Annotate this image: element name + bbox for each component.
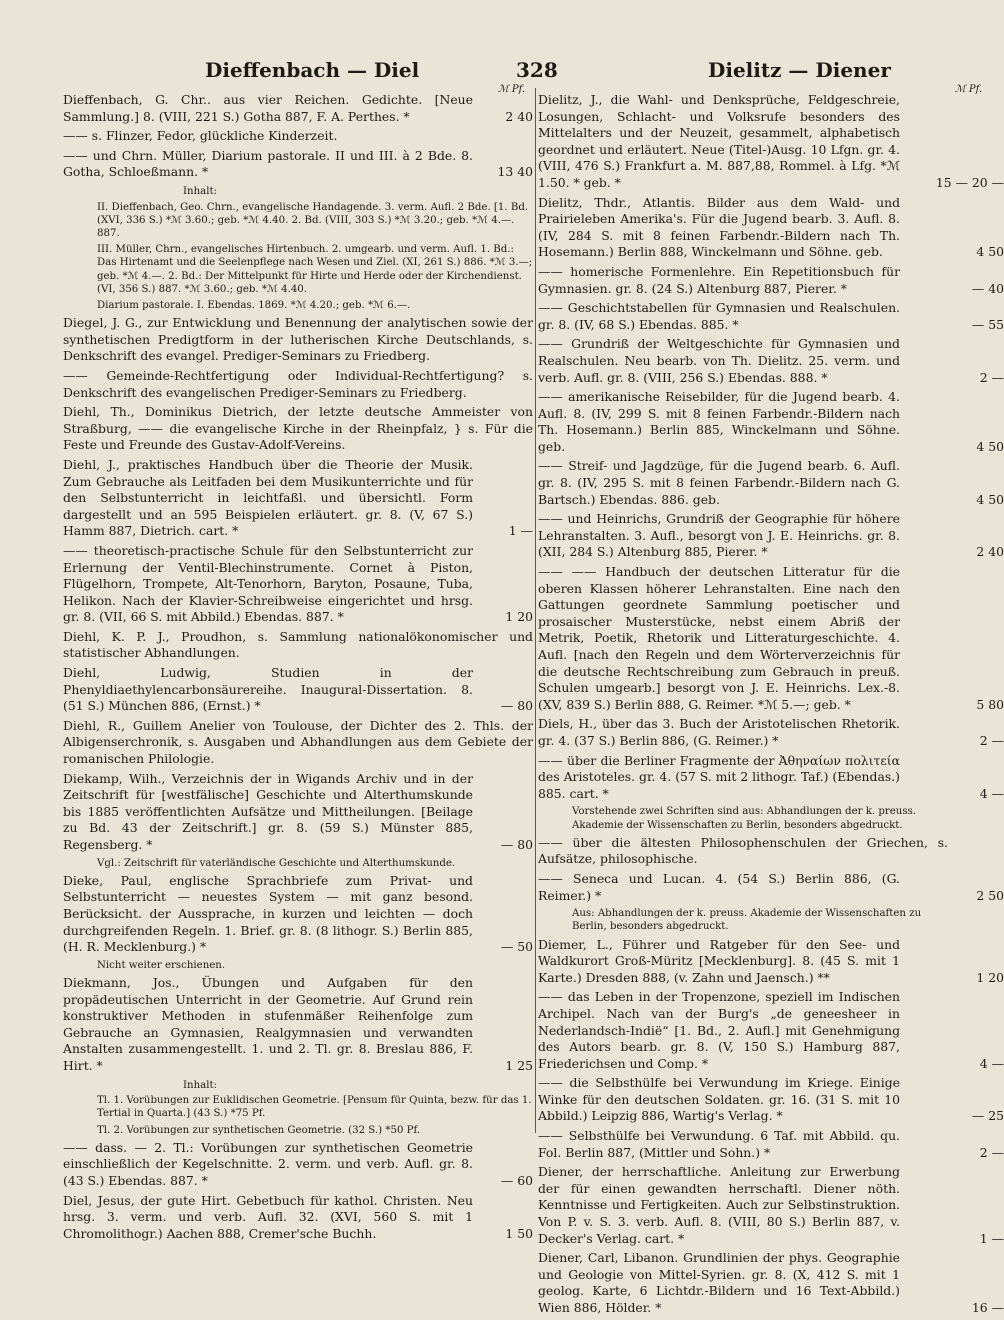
entry-note: II. Dieffenbach, Geo. Chrn., evangelische Handagende. 3. verm. Aufl. 2 Bde. [1. Bd. (XVI, 336 S.) *ℳ 3.60.; geb. *ℳ 4.40. 2. Bd. (VIII, 303 S.) *ℳ 3.20.; geb. *ℳ 4.—. 887. [97,201,529,239]
entry-price: 5 80 [976,696,1004,712]
entry-text: —— amerikanische Reisebilder, für die Jugend bearb. 4. Aufl. 8. (IV, 299 S. mit 8 feinen Farbendr.-Bildern nach Th. Hosemann.) Berlin 885, Winckelmann und Söhne. geb. [538,389,900,454]
entry-price: 4 — [979,1055,1004,1071]
catalog-entry [63,128,533,145]
entry-text: —— Streif- und Jagdzüge, für die Jugend bearb. 6. Aufl. gr. 8. (IV, 295 S. mit 8 feinen Farbendr.-Bildern nach G. Bartsch.) Ebendas. 886. geb. [538,458,900,507]
currency-unit-right: ℳ Pf. [955,84,983,95]
column-divider [535,88,536,1133]
entry-price: 2 40 [976,544,1004,560]
catalog-entry [538,511,1004,561]
entry-text: Diel, Jesus, der gute Hirt. Gebetbuch für kathol. Christen. Neu hrsg. 3. verm. und verb. Aufl. 32. (XVI, 560 S. mit 1 Chromolithogr.) Aachen 888, Cremer'sche Buchh. [63,1192,473,1241]
entry-text: —— über die Berliner Fragmente der Ἀθηναίων πολιτεία des Aristoteles. gr. 4. (57 S. mit 2 lithogr. Taf.) (Ebendas.) 885. cart. * [538,752,900,801]
catalog-entry [538,752,1004,803]
catalog-entry [538,835,948,868]
entry-text: —— s. Flinzer, Fedor, glückliche Kinderzeit. [63,128,338,144]
entry-price: — 50 [500,939,533,955]
entry-price: 1 — [979,1230,1004,1246]
entry-note: Tl. 2. Vorübungen zur synthetischen Geometrie. (32 S.) *50 Pf. [97,1124,421,1136]
currency-unit-left: ℳ Pf. [498,84,526,95]
entry-text: —— homerische Formenlehre. Ein Repetitionsbuch für Gymnasien. gr. 8. (24 S.) Altenburg 887, Pierer. * [538,263,900,296]
catalog-entry [63,1140,533,1190]
entry-text: Diehl, R., Guillem Anelier von Toulouse, der Dichter des 2. Thls. der Albigenserchronik, s. Ausgaben und Abhandlungen aus dem Gebiete der romanischen Philologie. [63,717,533,767]
entry-price: 4 50 [976,244,1004,260]
catalog-entry [538,300,1004,333]
entry-text: —— dass. — 2. Tl.: Vorübungen zur synthetischen Geometrie einschließlich der Kegelschnitte. 2. verm. und verb. Aufl. gr. 8. (43 S.) Ebendas. 887. * [63,1139,473,1188]
entry-text: —— und Heinrichs, Grundriß der Geographie für höhere Lehranstalten. 3. Aufl., besorgt von J. E. Heinrichs. gr. 8. (XII, 284 S.) Altenburg 885, Pierer. * [538,511,900,560]
contents-heading: Inhalt: [183,185,218,197]
catalog-entry [538,389,1004,455]
entry-price: 15 — 20 — [935,174,1004,190]
catalog-entry [63,718,533,768]
contents-heading: Inhalt: [183,1079,218,1091]
entry-note: Vorstehende zwei Schriften sind aus: Abhandlungen der k. preuss. Akademie der Wissenschaften zu Berlin, besonders abgedruckt. [572,806,917,831]
entry-note: Vgl.: Zeitschrift für vaterländische Geschichte und Alterthumskunde. [97,857,456,869]
entry-text: —— theoretisch-practische Schule für den Selbstunterricht zur Erlernung der Ventil-Blechinstrumente. Cornet à Piston, Flügelhorn, Trompete, Alt-Tenorhorn, Baryton, Posaune, Tuba, Helikon. Nach der Klavier-Schreibweise eingerichtet und hrsg. gr. 8. (VII, 66 S. mit Abbild.) Ebendas. 887. * [63,542,473,625]
catalog-entry [538,716,1004,749]
catalog-entry [63,92,533,125]
catalog-entry [538,336,1004,386]
catalog-entry [538,1250,1004,1316]
entry-price: 16 — [971,1300,1004,1315]
entry-price: — 40 [971,280,1004,296]
entry-text: Diehl, Th., Dominikus Dietrich, der letzte deutsche Ammeister von Straßburg, —— die evangelische Kirche in der Rheinpfalz, } s. Für die Feste und Freunde des Gustav-Adolf-Vereins. [63,404,533,453]
catalog-entry [63,315,533,365]
catalog-entry [63,148,533,181]
catalog-entry [63,457,533,540]
catalog-entry [538,564,1004,713]
entry-price: 1 20 [976,969,1004,985]
catalog-entry [538,92,1004,192]
left-column [63,92,533,1245]
entry-price: 2 — [979,369,1004,385]
entry-text: —— Selbsthülfe bei Verwundung. 6 Taf. mit Abbild. qu. Fol. Berlin 887, (Mittler und Sohn.) * [538,1128,900,1160]
catalog-entry [538,458,1004,508]
entry-price: 1 20 [505,609,533,625]
entry-price: 2 — [979,1144,1004,1160]
catalog-entry [538,194,1004,261]
running-head-left: Dieffenbach — Diel [205,58,420,82]
catalog-entry [538,1075,1004,1125]
entry-text: —— Geschichtstabellen für Gymnasien und Realschulen. gr. 8. (IV, 68 S.) Ebendas. 885. * [538,300,900,332]
catalog-entry [63,368,533,401]
entry-text: —— und Chrn. Müller, Diarium pastorale. II und III. à 2 Bde. 8. Gotha, Schloeßmann. * [63,147,473,180]
catalog-entry [538,263,1004,297]
entry-text: —— Gemeinde-Rechtfertigung oder Individual-Rechtfertigung? s. Denkschrift des evangelischen Prediger-Seminars zu Friedberg. [63,367,533,400]
catalog-entry [63,404,533,454]
entry-note: III. Müller, Chrn., evangelisches Hirtenbuch. 2. umgearb. und verm. Aufl. 1. Bd.: Das Hirtenamt und die Seelenpflege nach Wesen und Ziel. (XI, 261 S.) 886. *ℳ 3.—; geb. *ℳ 4.—. 2. Bd.: Der Mittelpunkt für Hirte und Herde oder der Kirchendienst. (VI, 356 S.) 887. *ℳ 3.60.; geb. *ℳ 4.40. [97,244,533,295]
catalog-entry [63,629,533,662]
entry-price: — 55 [971,316,1004,332]
catalog-entry [538,870,1004,904]
entry-price: 4 — [979,785,1004,801]
entry-note: Nicht weiter erschienen. [97,959,226,971]
entry-text: Diener, der herrschaftliche. Anleitung zur Erwerbung der für einen gewandten herrschaftl. Diener nöth. Kenntnisse und Fertigkeiten. Auch zur Selbstinstruktion. Von P. v. S. 3. verb. Aufl. 8. (VIII, 80 S.) Berlin 887, v. Decker's Verlag. cart. * [538,1164,900,1246]
entry-price: 1 — [508,523,533,539]
entry-price: 2 — [979,732,1004,748]
catalog-entry [63,543,533,626]
catalog-entry [63,1193,533,1243]
entry-text: Diekamp, Wilh., Verzeichnis der in Wigands Archiv und in der Zeitschrift für [westfälische] Geschichte und Alterthumskunde bis 1885 veröffentlichten Aufsätze und Mittheilungen. [Beilage zu Bd. 43 der Zeitschrift.] gr. 8. (59 S.) Münster 885, Regensberg. * [63,770,473,852]
entry-text: —— das Leben in der Tropenzone, speziell im Indischen Archipel. Nach van der Burg's „de geneesheer in Nederlandsch-Indië“ [1. Bd., 2. Aufl.] mit Genehmigung des Autors bearb. gr. 8. (V, 150 S.) Hamburg 887, Friederichsen und Comp. * [538,989,900,1071]
entry-text: Diels, H., über das 3. Buch der Aristotelischen Rhetorik. gr. 4. (37 S.) Berlin 886, (G. Reimer.) * [538,716,900,748]
entry-price: 1 50 [505,1225,533,1241]
catalog-entry [538,1164,1004,1247]
page-number: 328 [516,58,558,82]
entry-note: Diarium pastorale. I. Ebendas. 1869. *ℳ 4.20.; geb. *ℳ 6.—. [97,299,411,311]
entry-price: — 60 [500,1172,533,1188]
entry-note: Aus: Abhandlungen der k. preuss. Akademie der Wissenschaften zu Berlin, besonders abgedruckt. [572,908,922,933]
entry-text: —— —— Handbuch der deutschen Litteratur für die oberen Klassen höherer Lehranstalten. Eine nach den Gattungen geordnete Sammlung poetischer und prosaischer Musterstücke, nebst einem Abriß der Metrik, Poetik, Rhetorik und Litteraturgeschichte. 4. Aufl. [nach den Regeln und dem Wörterverzeichnis für die deutsche Rechtschreibung zum Gebrauch in preuß. Schulen umgearb.] besorgt von J. E. Heinrichs. Lex.-8. (XV, 839 S.) Berlin 888, G. Reimer. *ℳ 5.—; geb. * [538,564,900,712]
catalog-entry [63,975,533,1075]
catalog-entry [538,936,1004,987]
entry-note: Tl. 1. Vorübungen zur Euklidischen Geometrie. [Pensum für Quinta, bezw. für das 1. Tertial in Quarta.] (43 S.) *75 Pf. [97,1095,532,1120]
right-column [538,92,1004,1320]
catalog-entry [538,1128,1004,1161]
entry-price: 2 40 [505,108,533,124]
entry-text: Diehl, J., praktisches Handbuch über die Theorie der Musik. Zum Gebrauche als Leitfaden bei dem Musikunterrichte und für den Selbstunterricht in leichtfaßl. und übersichtl. Form dargestellt und an 595 Beispielen erläutert. gr. 8. (V, 67 S.) Hamm 887, Dietrich. cart. * [63,456,473,539]
entry-text: Dielitz, J., die Wahl- und Denksprüche, Feldgeschreie, Losungen, Schlacht- und Volksrufe besonders des Mittelalters und der Neuzeit, gesammelt, alphabetisch geordnet und erläutert. Neue (Titel-)Ausg. 10 Lfgn. gr. 4. (VIII, 476 S.) Frankfurt a. M. 887,88, Rommel. à Lfg. *ℳ 1.50. * geb. * [538,92,900,190]
running-head-right: Dielitz — Diener [708,58,891,82]
catalog-entry [538,989,1004,1072]
entry-text: —— Grundriß der Weltgeschichte für Gymnasien und Realschulen. Neu bearb. von Th. Dielitz. 25. verm. und verb. Aufl. gr. 8. (VIII, 256 S.) Ebendas. 888. * [538,336,900,385]
entry-price: 2 50 [976,887,1004,903]
catalog-entry [63,771,533,854]
entry-price: 4 50 [976,438,1004,454]
entry-price: — 25 [971,1108,1004,1124]
entry-text: Diehl, K. P. J., Proudhon, s. Sammlung nationalökonomischer und statistischer Abhandlungen. [63,628,533,661]
entry-price: 1 25 [505,1057,533,1073]
entry-price: — 80 [500,837,533,852]
entry-price: 4 50 [976,491,1004,507]
catalog-entry [63,665,533,715]
entry-price: — 80 [500,698,533,714]
entry-text: Diekmann, Jos., Übungen und Aufgaben für den propädeutischen Unterricht in der Geometrie. Auf Grund rein konstruktiver Methoden in stufenmäßer Reihenfolge zum Gebrauche an Gymnasien, Realgymnasien und verwandten Anstalten zusammengestellt. 1. und 2. Tl. gr. 8. Breslau 886, F. Hirt. * [63,974,473,1073]
entry-text: —— die Selbsthülfe bei Verwundung im Kriege. Einige Winke für den deutschen Soldaten. gr. 16. (31 S. mit 10 Abbild.) Leipzig 886, Wartig's Verlag. * [538,1075,900,1124]
entry-text: Dieffenbach, G. Chr.. aus vier Reichen. Gedichte. [Neue Sammlung.] 8. (VIII, 221 S.) Gotha 887, F. A. Perthes. * [63,92,473,124]
entry-text: Diener, Carl, Libanon. Grundlinien der phys. Geographie und Geologie von Mittel-Syrien. gr. 8. (X, 412 S. mit 1 geolog. Karte, 6 Lichtdr.-Bildern und 16 Text-Abbild.) Wien 886, Hölder. * [538,1250,900,1315]
entry-text: Diemer, L., Führer und Ratgeber für den See- und Waldkurort Groß-Müritz [Mecklenburg]. 8. (45 S. mit 1 Karte.) Dresden 888, (v. Zahn und Jaensch.) ** [538,936,900,985]
entry-text: Dieke, Paul, englische Sprachbriefe zum Privat- und Selbstunterricht — neuestes System — mit ganz besond. Berücksicht. der Aussprache, in kurzen und leichten — doch durchgreifenden Regeln. 1. Brief. gr. 8. (8 lithogr. S.) Berlin 885, (H. R. Mecklenburg.) * [63,872,473,955]
catalog-entry [63,873,533,956]
entry-text: Dielitz, Thdr., Atlantis. Bilder aus dem Wald- und Prairieleben Amerika's. Für die Jugend bearb. 3. Aufl. 8. (IV, 284 S. mit 8 feinen Farbendr.-Bildern nach Th. Hosemann.) Berlin 888, Winckelmann und Söhne. geb. [538,194,900,260]
entry-text: —— Seneca und Lucan. 4. (54 S.) Berlin 886, (G. Reimer.) * [538,870,900,903]
entry-text: —— über die ältesten Philosophenschulen der Griechen, s. Aufsätze, philosophische. [538,834,948,867]
entry-text: Diehl, Ludwig, Studien in der Phenyldiaethylencarbonsäurereihe. Inaugural-Dissertation. 8. (51 S.) München 886, (Ernst.) * [63,665,473,714]
entry-price: 13 40 [497,164,533,180]
entry-text: Diegel, J. G., zur Entwicklung und Benennung der analytischen sowie der synthetischen Predigtform in der lutherischen Kirche Deutschlands, s. Denkschrift des evangel. Prediger-Seminars zu Friedberg. [63,315,533,364]
